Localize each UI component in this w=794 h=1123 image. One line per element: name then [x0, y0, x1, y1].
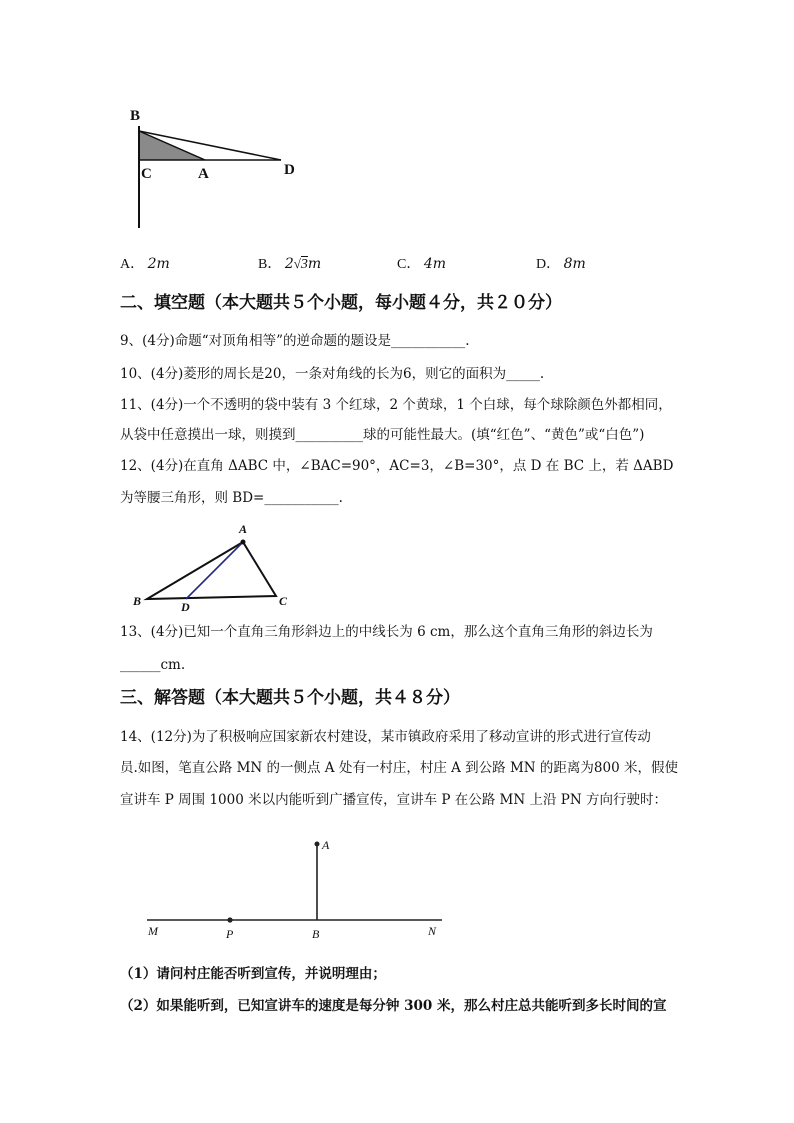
question-11-line-2: 从袋中任意摸出一球，则摸到__________球的可能性最大。(填“红色”、“黄色”或“白色”): [120, 427, 645, 443]
triangle-abc: [147, 542, 276, 599]
figure-3-diagram: [0, 830, 794, 950]
choice-c-letter: C．: [397, 257, 421, 272]
choice-d-letter: D．: [536, 257, 561, 272]
point-a: [315, 842, 320, 847]
choice-b: [258, 253, 321, 273]
fig3-label-n: N: [428, 924, 437, 938]
fig1-label-d: D: [284, 162, 295, 178]
question-9: 9、(4分)命题“对顶角相等”的逆命题的题设是___________.: [120, 333, 470, 349]
choice-a-value: 2m: [147, 256, 170, 272]
question-11-line-1: 11、(4分)一个不透明的袋中装有 3 个红球，2 个黄球，1 个白球，每个球除颜色外都相同，: [120, 397, 672, 413]
choice-a: [120, 253, 170, 273]
fig2-label-d: D: [181, 600, 190, 614]
fig3-label-b: B: [312, 927, 320, 941]
fig1-label-b: B: [130, 108, 141, 124]
choice-b-unit: m: [307, 256, 322, 272]
choice-c-value: 4m: [423, 256, 447, 272]
fig2-label-c: C: [279, 594, 288, 608]
question-12-line-1: 12、(4分)在直角 ΔABC 中，∠BAC=90°，AC=3，∠B=30°，点 D 在 BC 上，若 ΔABD: [120, 458, 674, 474]
question-12-line-2: 为等腰三角形，则 BD=___________.: [120, 490, 343, 506]
figure-2-diagram: [0, 520, 794, 620]
question-14-sub-1: （1）请问村庄能否听到宣传，并说明理由；: [120, 966, 386, 982]
question-13-line-2: ______cm.: [120, 657, 186, 673]
sqrt-symbol: √: [293, 256, 301, 271]
choice-a-letter: A．: [120, 257, 145, 272]
fig3-label-a: A: [322, 838, 330, 852]
figure-1-diagram: [0, 0, 794, 240]
point-p: [227, 917, 232, 922]
question-14-line-1: 14、(12分)为了积极响应国家新农村建设，某市镇政府采用了移动宣讲的形式进行宣传动: [120, 729, 651, 745]
question-10: 10、(4分)菱形的周长是20，一条对角线的长为6，则它的面积为_____.: [120, 366, 545, 382]
choice-c: [397, 253, 446, 273]
choice-b-prefix: 2: [284, 256, 294, 272]
fig3-label-m: M: [148, 924, 158, 938]
fig2-label-a: A: [239, 522, 248, 536]
choice-b-letter: B．: [258, 257, 282, 272]
choice-d-value: 8m: [563, 256, 586, 272]
question-13-line-1: 13、(4分)已知一个直角三角形斜边上的中线长为 6 cm，那么这个直角三角形的斜边长为: [120, 624, 653, 640]
question-14-sub-2: （2）如果能听到，已知宣讲车的速度是每分钟 300 米，那么村庄总共能听到多长时间的宣: [120, 998, 667, 1014]
question-14-line-2: 员.如图，笔直公路 MN 的一侧点 A 处有一村庄，村庄 A 到公路 MN 的距离为800 米，假使: [120, 760, 678, 776]
section-2-title: 二、填空题（本大题共５个小题，每小题４分，共２０分）: [120, 293, 562, 313]
choice-d: [536, 253, 586, 273]
choice-b-radicand: 3: [300, 257, 308, 272]
fig1-label-a: A: [198, 166, 209, 182]
point-a: [241, 540, 246, 545]
question-14-line-3: 宣讲车 P 周围 1000 米以内能听到广播宣传，宣讲车 P 在公路 MN 上沿 PN 方向行驶时：: [120, 792, 667, 808]
fig1-label-c: C: [141, 166, 152, 182]
section-3-title: 三、解答题（本大题共５个小题，共４８分）: [120, 688, 460, 708]
fig2-label-b: B: [133, 594, 142, 608]
fig3-label-p: P: [226, 927, 234, 941]
